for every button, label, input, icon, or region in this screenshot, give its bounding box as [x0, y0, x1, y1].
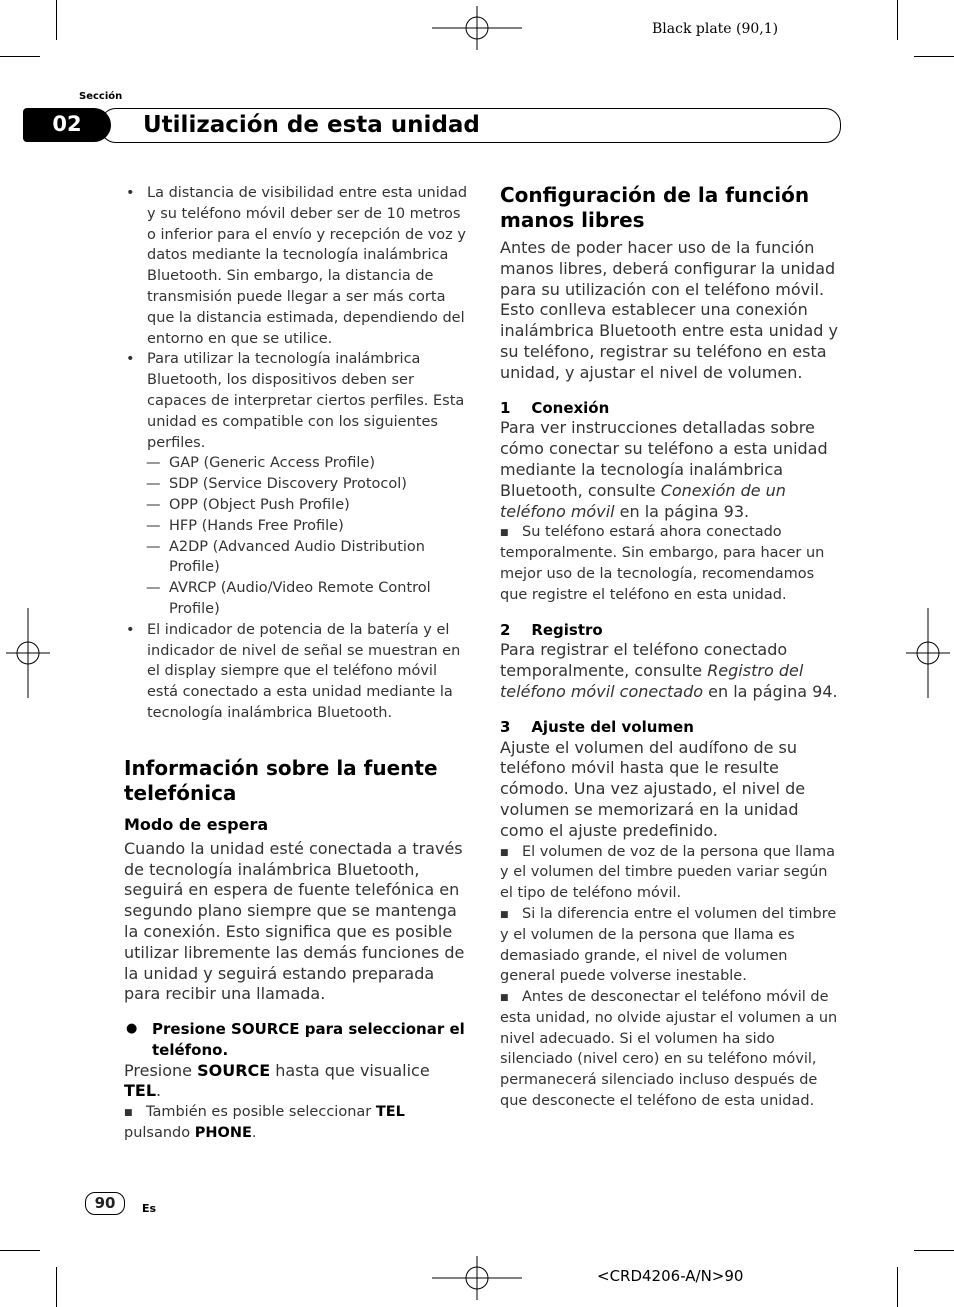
press-heading-text: Presione SOURCE para seleccionar el teléfono.: [152, 1020, 465, 1059]
note-text: ■ El volumen de voz de la persona que llama y el volumen del timbre pueden variar según el tipo de teléfono móvil.: [500, 843, 836, 902]
profile-item: — GAP (Generic Access Profile): [124, 453, 468, 474]
crop-mark: [56, 1267, 57, 1307]
page-reference: Conexión de un teléfono móvil: [500, 480, 786, 521]
note-text: pulsando: [124, 1125, 195, 1142]
source-key: SOURCE: [197, 1060, 271, 1080]
step-registration-text: [500, 640, 840, 702]
crop-mark: [897, 0, 898, 40]
press-text: .: [156, 1081, 162, 1101]
step-text: en la página 94.: [703, 681, 838, 701]
profile-item: — OPP (Object Push Profile): [124, 495, 468, 516]
profile-item: — AVRCP (Audio/Video Remote Control Profile): [124, 578, 468, 620]
left-column: [124, 183, 468, 1144]
registration-mark-left: [6, 608, 50, 698]
press-text: Presione: [124, 1060, 198, 1080]
profile-item: — HFP (Hands Free Profile): [124, 516, 468, 537]
step-title: Registro: [531, 620, 603, 639]
tel-key: TEL: [124, 1081, 157, 1101]
crop-mark: [0, 56, 40, 57]
page-reference: Registro del teléfono móvil conectado: [500, 661, 804, 701]
bullet-battery-indicator: • El indicador de potencia de la batería y el indicador de nivel de señal se muestran en el display siempre que el teléfono móvil está conectado a esta unidad mediante la tecnología inalámbrica Bluetooth.: [124, 620, 468, 724]
crop-mark: [897, 1267, 898, 1307]
bullet-dot-icon: ●: [126, 1021, 138, 1037]
press-source-heading: [124, 1019, 468, 1061]
section-title: Utilización de esta unidad: [143, 112, 480, 138]
step-number: 2: [500, 620, 511, 639]
profile-item: — SDP (Service Discovery Protocol): [124, 474, 468, 495]
language-code: Es: [142, 1202, 157, 1215]
step-title: Conexión: [531, 398, 610, 417]
note-text: .: [251, 1125, 257, 1142]
document-code: <CRD4206-A/N>90: [597, 1267, 744, 1285]
step-number: 3: [500, 717, 511, 736]
note-text: ■ Si la diferencia entre el volumen del timbre y el volumen de la persona que llama es demasiado grande, el nivel de volumen general puede volverse inestable.: [500, 905, 837, 985]
page-number: 90: [85, 1192, 125, 1215]
note-text: ■ Antes de desconectar el teléfono móvil de esta unidad, no olvide ajustar el volumen a un nivel adecuado. Si el volumen ha sido silenciado (nivel cero) en su teléfono móvil, permanecerá silenciado incluso después de que desconecte el teléfono de esta unidad.: [500, 989, 838, 1110]
standby-heading: Modo de espera: [124, 814, 269, 834]
note-text: También es posible seleccionar: [146, 1104, 376, 1121]
step-registration-heading: [500, 620, 840, 641]
step-connection-text: [500, 418, 840, 522]
step-number: 1: [500, 398, 511, 417]
volume-note: [500, 987, 840, 1112]
section-number: 02: [23, 108, 111, 142]
step-connection-heading: [500, 398, 840, 419]
tel-key: TEL: [375, 1104, 405, 1121]
bullet-profiles: • Para utilizar la tecnología inalámbrica Bluetooth, los dispositivos deben ser capaces de interpretar ciertos perfiles. Esta unidad es compatible con los siguientes perfiles.: [124, 349, 468, 453]
phone-note: [124, 1102, 468, 1144]
press-text: hasta que visualice: [270, 1060, 430, 1080]
step-text: Para ver instrucciones detalladas sobre cómo conectar su teléfono a esta unidad mediante la tecnología inalámbrica Bluetooth, consulte: [500, 418, 828, 500]
plate-label: Black plate (90,1): [652, 21, 779, 37]
note-text: ■ Su teléfono estará ahora conectado temporalmente. Sin embargo, para hacer un mejor uso de la tecnología, recomendamos que registre el teléfono en esta unidad.: [500, 524, 825, 603]
step-title: Ajuste del volumen: [531, 717, 694, 736]
standby-text: Cuando la unidad esté conectada a través de tecnología inalámbrica Bluetooth, seguirá en espera de fuente telefónica en segundo plano siempre que se mantenga la conexión. Esto significa que es posible utilizar libremente las demás funciones de la unidad y seguirá estando preparada para recibir una llamada.: [124, 838, 465, 1004]
bullet-visibility-distance: • La distancia de visibilidad entre esta unidad y su teléfono móvil deber ser de 10 metros o inferior para el envío y recepción de voz y datos mediante la tecnología inalámbrica Bluetooth. Sin embargo, la distancia de transmisión puede llegar a ser más corta que la distancia estimada, dependiendo del entorno en que se utilice.: [124, 183, 468, 349]
crop-mark: [56, 0, 57, 40]
right-column: [500, 183, 840, 1112]
section-label: Sección: [79, 91, 123, 102]
step-text: en la página 93.: [614, 501, 750, 521]
crop-mark: [0, 1250, 40, 1251]
step-connection-note: [500, 522, 840, 605]
phone-key: PHONE: [194, 1125, 252, 1142]
info-heading: Información sobre la fuente telefónica: [124, 755, 438, 805]
registration-mark-top: [432, 6, 522, 50]
handsfree-intro: Antes de poder hacer uso de la función manos libres, deberá configurar la unidad para su utilización con el teléfono móvil. Esto conlleva establecer una conexión inalámbrica Bluetooth entre esta unidad y su teléfono, registrar su teléfono en esta unidad, y ajustar el nivel de volumen.: [500, 238, 839, 382]
volume-note: [500, 904, 840, 987]
volume-note: [500, 842, 840, 904]
crop-mark: [914, 1250, 954, 1251]
registration-mark-bottom: [432, 1256, 522, 1300]
press-source-text: [124, 1061, 468, 1103]
handsfree-heading: Configuración de la función manos libres: [500, 183, 810, 232]
registration-mark-right: [906, 608, 950, 698]
step-volume-text: Ajuste el volumen del audífono de su teléfono móvil hasta que le resulte cómodo. Una vez ajustado, el nivel de volumen se memorizará en la unidad como el ajuste predefinido.: [500, 737, 806, 840]
step-volume-heading: [500, 717, 840, 738]
crop-mark: [914, 56, 954, 57]
step-text: Para registrar el teléfono conectado temporalmente, consulte: [500, 640, 788, 681]
profile-item: — A2DP (Advanced Audio Distribution Profile): [124, 537, 468, 579]
